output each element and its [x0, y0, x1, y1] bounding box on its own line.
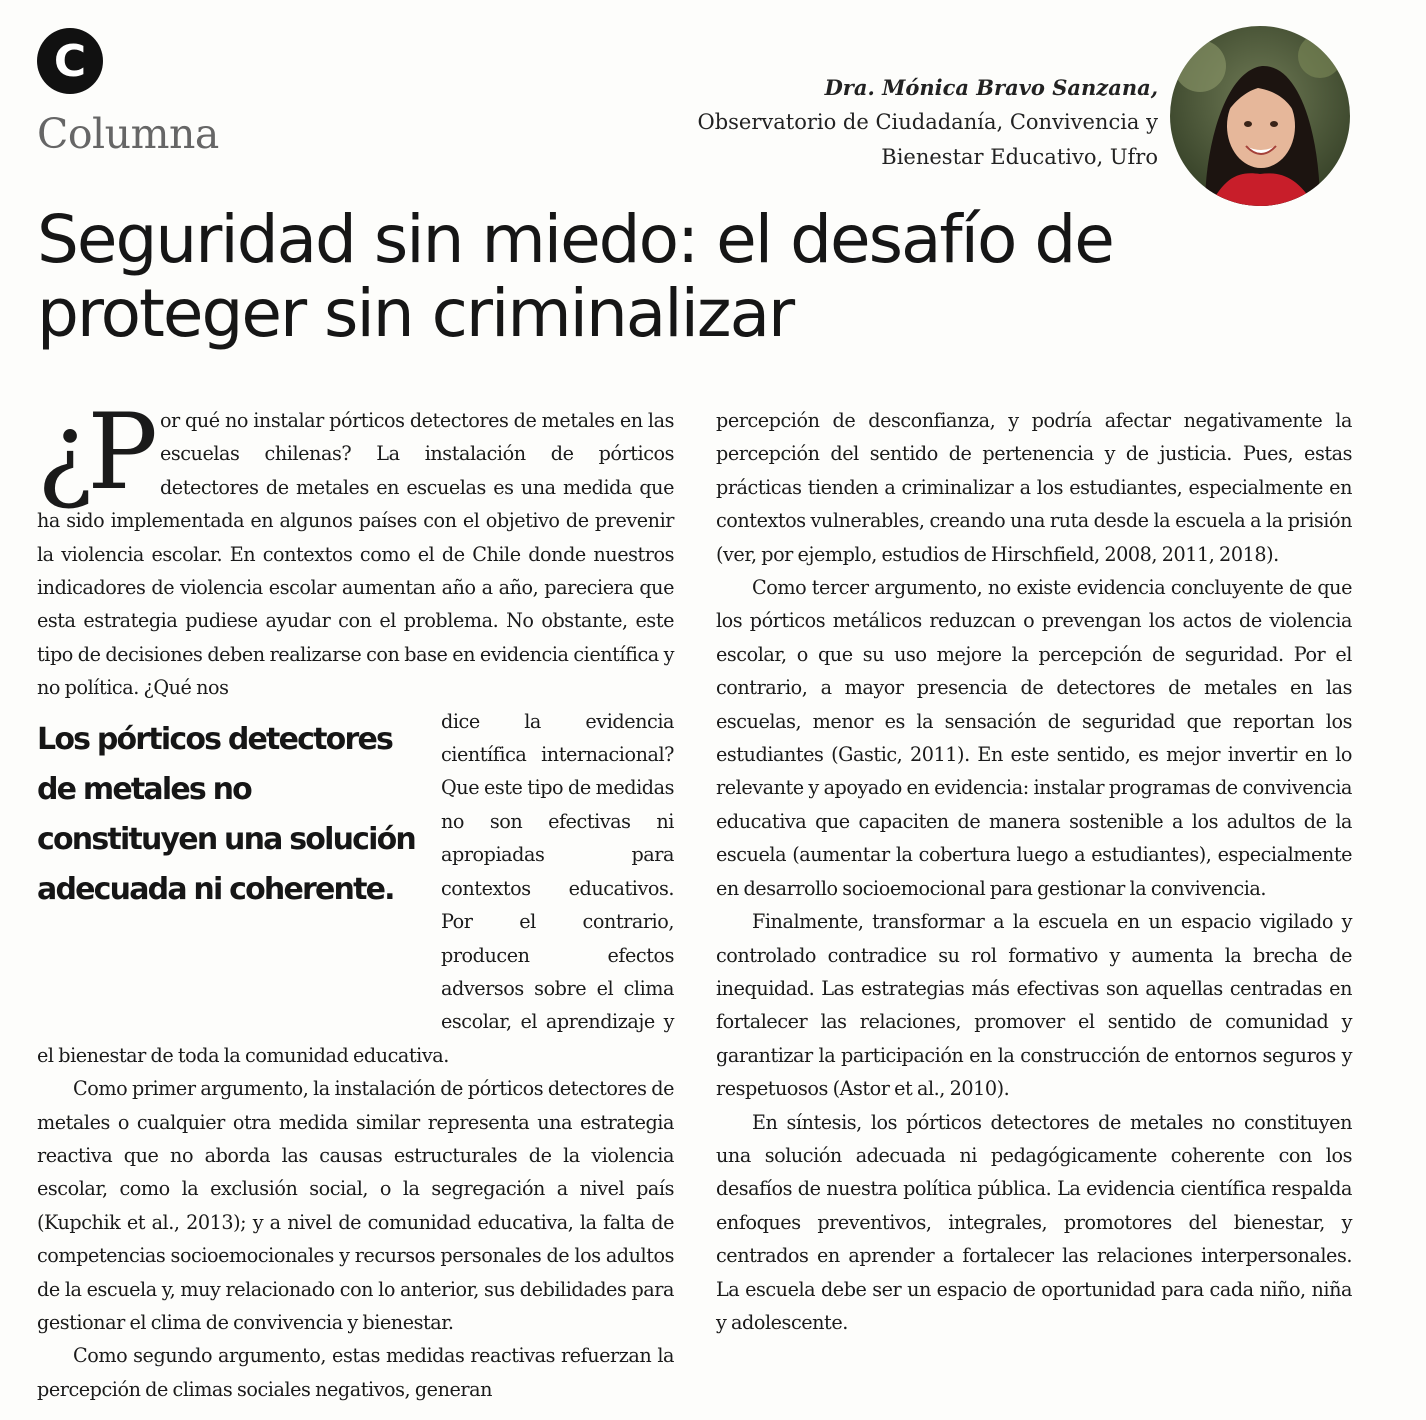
paragraph: Como tercer argumento, no existe evidencia concluyente de que los pórticos metálicos reduzcan o prevengan los actos de violencia escolar, o que su uso mejore la percepción de seguridad. Por el contrario, a mayor presencia de detectores de metales en las escuelas, menor es la sensación de seguridad que reportan los estudiantes (Gastic, 2011). En este sentido, es mejor invertir en lo relevante y apoyado en evidencia: instalar programas de convivencia educativa que capaciten de manera sostenible a los adultos de la escuela (aumentar la cobertura luego a estudiantes), especialmente en desarrollo socioemocional para gestionar la convivencia. — [716, 576, 1352, 900]
paragraph: En síntesis, los pórticos detectores de metales no constituyen una solución adecuada ni pedagógicamente coherente con los desafíos de nuestra política pública. La evidencia científica respalda enfoques preventivos, integrales, promotores del bienestar, y centrados en aprender a fortalecer las relaciones interpersonales. La escuela debe ser un espacio de oportunidad para cada niño, niña y adolescente. — [716, 1110, 1352, 1334]
author-portrait-image — [1170, 26, 1350, 206]
paragraph: Como primer argumento, la instalación de pórticos detectores de metales o cualquier otra medida similar representa una estrategia reactiva que no aborda las causas estructurales de la violencia escolar, como la exclusión social, o la segregación a nivel país (Kupchik et al., 2013); y a nivel de comunidad educativa, la falta de competencias socioemocionales y recursos personales de los adultos de la escuela y, muy relacionado con lo anterior, sus debilidades para gestionar el clima de convivencia y bienestar. — [37, 1077, 674, 1334]
drop-cap: ¿P — [37, 391, 152, 513]
author-affiliation-line2: Bienestar Educativo, Ufro — [881, 145, 1158, 169]
headline: Seguridad sin miedo: el desafío de proteger sin criminalizar — [37, 201, 1113, 352]
author-photo — [1170, 26, 1350, 206]
paragraph: Como segundo argumento, estas medidas reactivas refuerzan la percepción de climas sociales negativos, generan — [37, 1344, 674, 1401]
pull-quote: Los pórticos detectores de metales no constituyen una solución adecuada ni coherente. — [37, 721, 415, 907]
right-column — [716, 404, 1352, 1339]
paragraph — [37, 391, 674, 705]
author-affiliation-line1: Observatorio de Ciudadanía, Convivencia y — [697, 110, 1158, 134]
paragraph: dice la evidencia científica internacional? Que este tipo de medidas no son efectivas ni apropiadas para contextos educativos. Por el contrario, producen efectos adversos sobre el clima escolar, el aprendizaje y el bienestar de toda la comunidad educativa. — [37, 709, 674, 1067]
left-column — [37, 391, 674, 1406]
paragraph: percepción de desconfianza, y podría afectar negativamente la percepción del sentido de pertenencia y de justicia. Pues, estas prácticas tienden a criminalizar a los estudiantes, especialmente en contextos vulnerables, creando una ruta desde la escuela a la prisión (ver, por ejemplo, estudios de Hirschfield, 2008, 2011, 2018). — [716, 409, 1352, 566]
paragraph-text: or qué no instalar pórticos detectores de metales en las escuelas chilenas? La instalación de pórticos detectores de metales en escuelas es una medida que ha sido implementada en algunos países con el objetivo de prevenir la violencia escolar. En contextos como el de Chile donde nuestros indicadores de violencia escolar aumentan año a año, pareciera que esta estrategia pudiese ayudar con el problema. No obstante, este tipo de decisiones deben realizarse con base en evidencia científica y no política. ¿Qué nos — [37, 409, 674, 700]
section-logo: C — [37, 28, 103, 94]
paragraph: Finalmente, transformar a la escuela en un espacio vigilado y controlado contradice su rol formativo y aumenta la brecha de inequidad. Las estrategias más efectivas son aquellas centradas en fortalecer las relaciones, promover el sentido de comunidad y garantizar la participación en la construcción de entornos seguros y respetuosos (Astor et al., 2010). — [716, 910, 1352, 1101]
author-name: Dra. Mónica Bravo Sanzana, — [824, 75, 1158, 100]
author-byline — [598, 70, 1158, 175]
section-label: Columna — [37, 110, 219, 158]
